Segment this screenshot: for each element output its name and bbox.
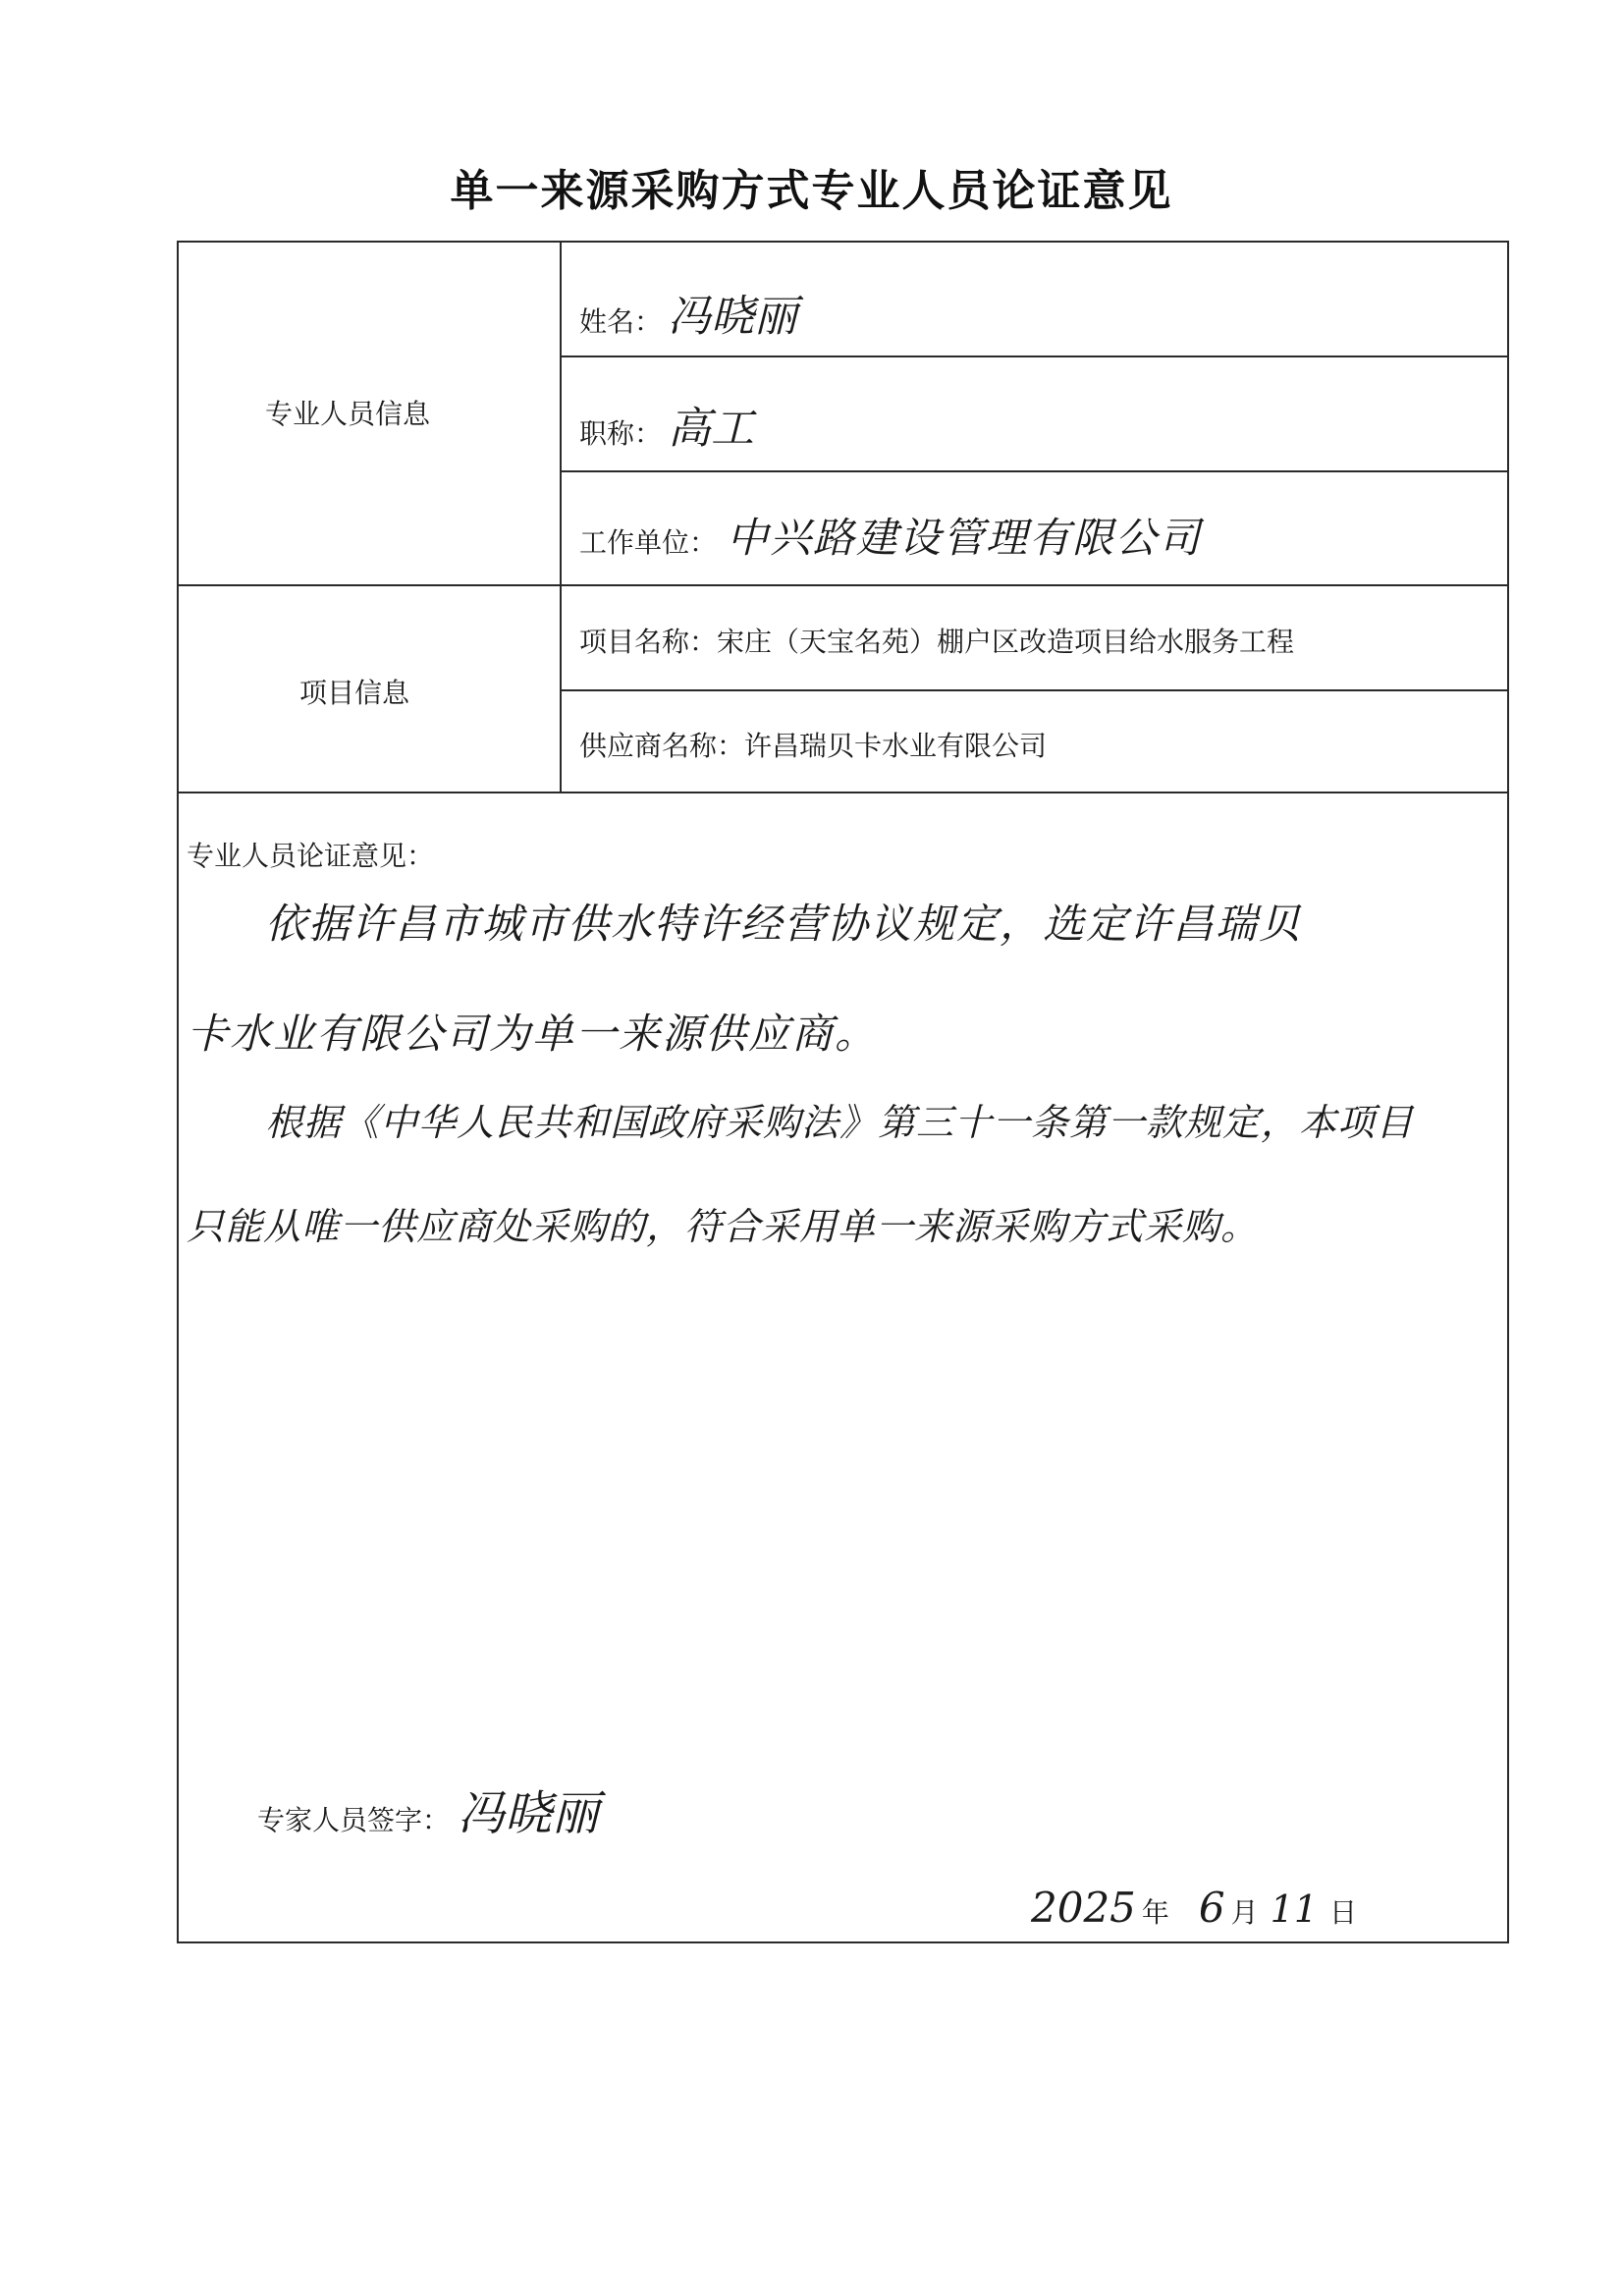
date-year-unit: 年 — [1141, 1896, 1169, 1929]
project-name-label: 项目名称： — [579, 626, 718, 658]
name-label: 姓名： — [579, 305, 663, 338]
project-info-section-label: 项目信息 — [299, 677, 410, 709]
supplier-label: 供应商名称： — [579, 730, 745, 762]
row-divider-project — [560, 689, 1509, 691]
date-month: 6 — [1198, 1884, 1225, 1932]
table-border-left — [177, 241, 179, 1943]
project-name-field — [579, 621, 1294, 660]
job-title-field — [579, 393, 754, 456]
employer-label: 工作单位： — [579, 526, 718, 559]
employer-value: 中兴路建设管理有限公司 — [727, 514, 1203, 562]
opinion-line-2: 卡水业有限公司为单一来源供应商。 — [187, 1010, 879, 1058]
job-title-value: 高工 — [668, 404, 755, 454]
project-name-value: 宋庄（天宝名苑）棚户区改造项目给水服务工程 — [717, 626, 1295, 658]
supplier-field — [579, 725, 1047, 764]
row-divider-opinion — [177, 792, 1509, 793]
opinion-line-1: 依据许昌市城市供水特许经营协议规定，选定许昌瑞贝 — [265, 900, 1303, 948]
date-year: 2025 — [1031, 1884, 1136, 1932]
document-title: 单一来源采购方式专业人员论证意见 — [450, 166, 1173, 216]
supplier-value: 许昌瑞贝卡水业有限公司 — [744, 730, 1048, 762]
opinion-line-3: 根据《中华人民共和国政府采购法》第三十一条第一款规定，本项目 — [265, 1101, 1415, 1144]
row-divider-section — [177, 584, 1509, 586]
expert-info-section-label: 专业人员信息 — [265, 398, 431, 430]
date-day-unit: 日 — [1329, 1896, 1358, 1929]
row-divider-name — [560, 355, 1509, 357]
employer-field — [579, 506, 1202, 565]
row-divider-title — [560, 470, 1509, 472]
date-field — [1031, 1884, 1357, 1932]
signature-field — [257, 1776, 599, 1843]
opinion-line-4: 只能从唯一供应商处采购的，符合采用单一来源采购方式采购。 — [187, 1205, 1260, 1248]
signature-value: 冯晓丽 — [458, 1786, 600, 1841]
table-border-top — [177, 241, 1509, 243]
opinion-label: 专业人员论证意见： — [187, 840, 435, 872]
name-value: 冯晓丽 — [668, 292, 798, 342]
signature-label: 专家人员签字： — [257, 1804, 451, 1836]
table-border-bottom — [177, 1941, 1509, 1943]
table-border-right — [1507, 241, 1509, 1943]
name-field — [579, 281, 797, 344]
date-day: 11 — [1270, 1887, 1319, 1931]
date-month-unit: 月 — [1230, 1896, 1259, 1929]
job-title-label: 职称： — [579, 417, 663, 450]
column-divider — [560, 241, 562, 793]
